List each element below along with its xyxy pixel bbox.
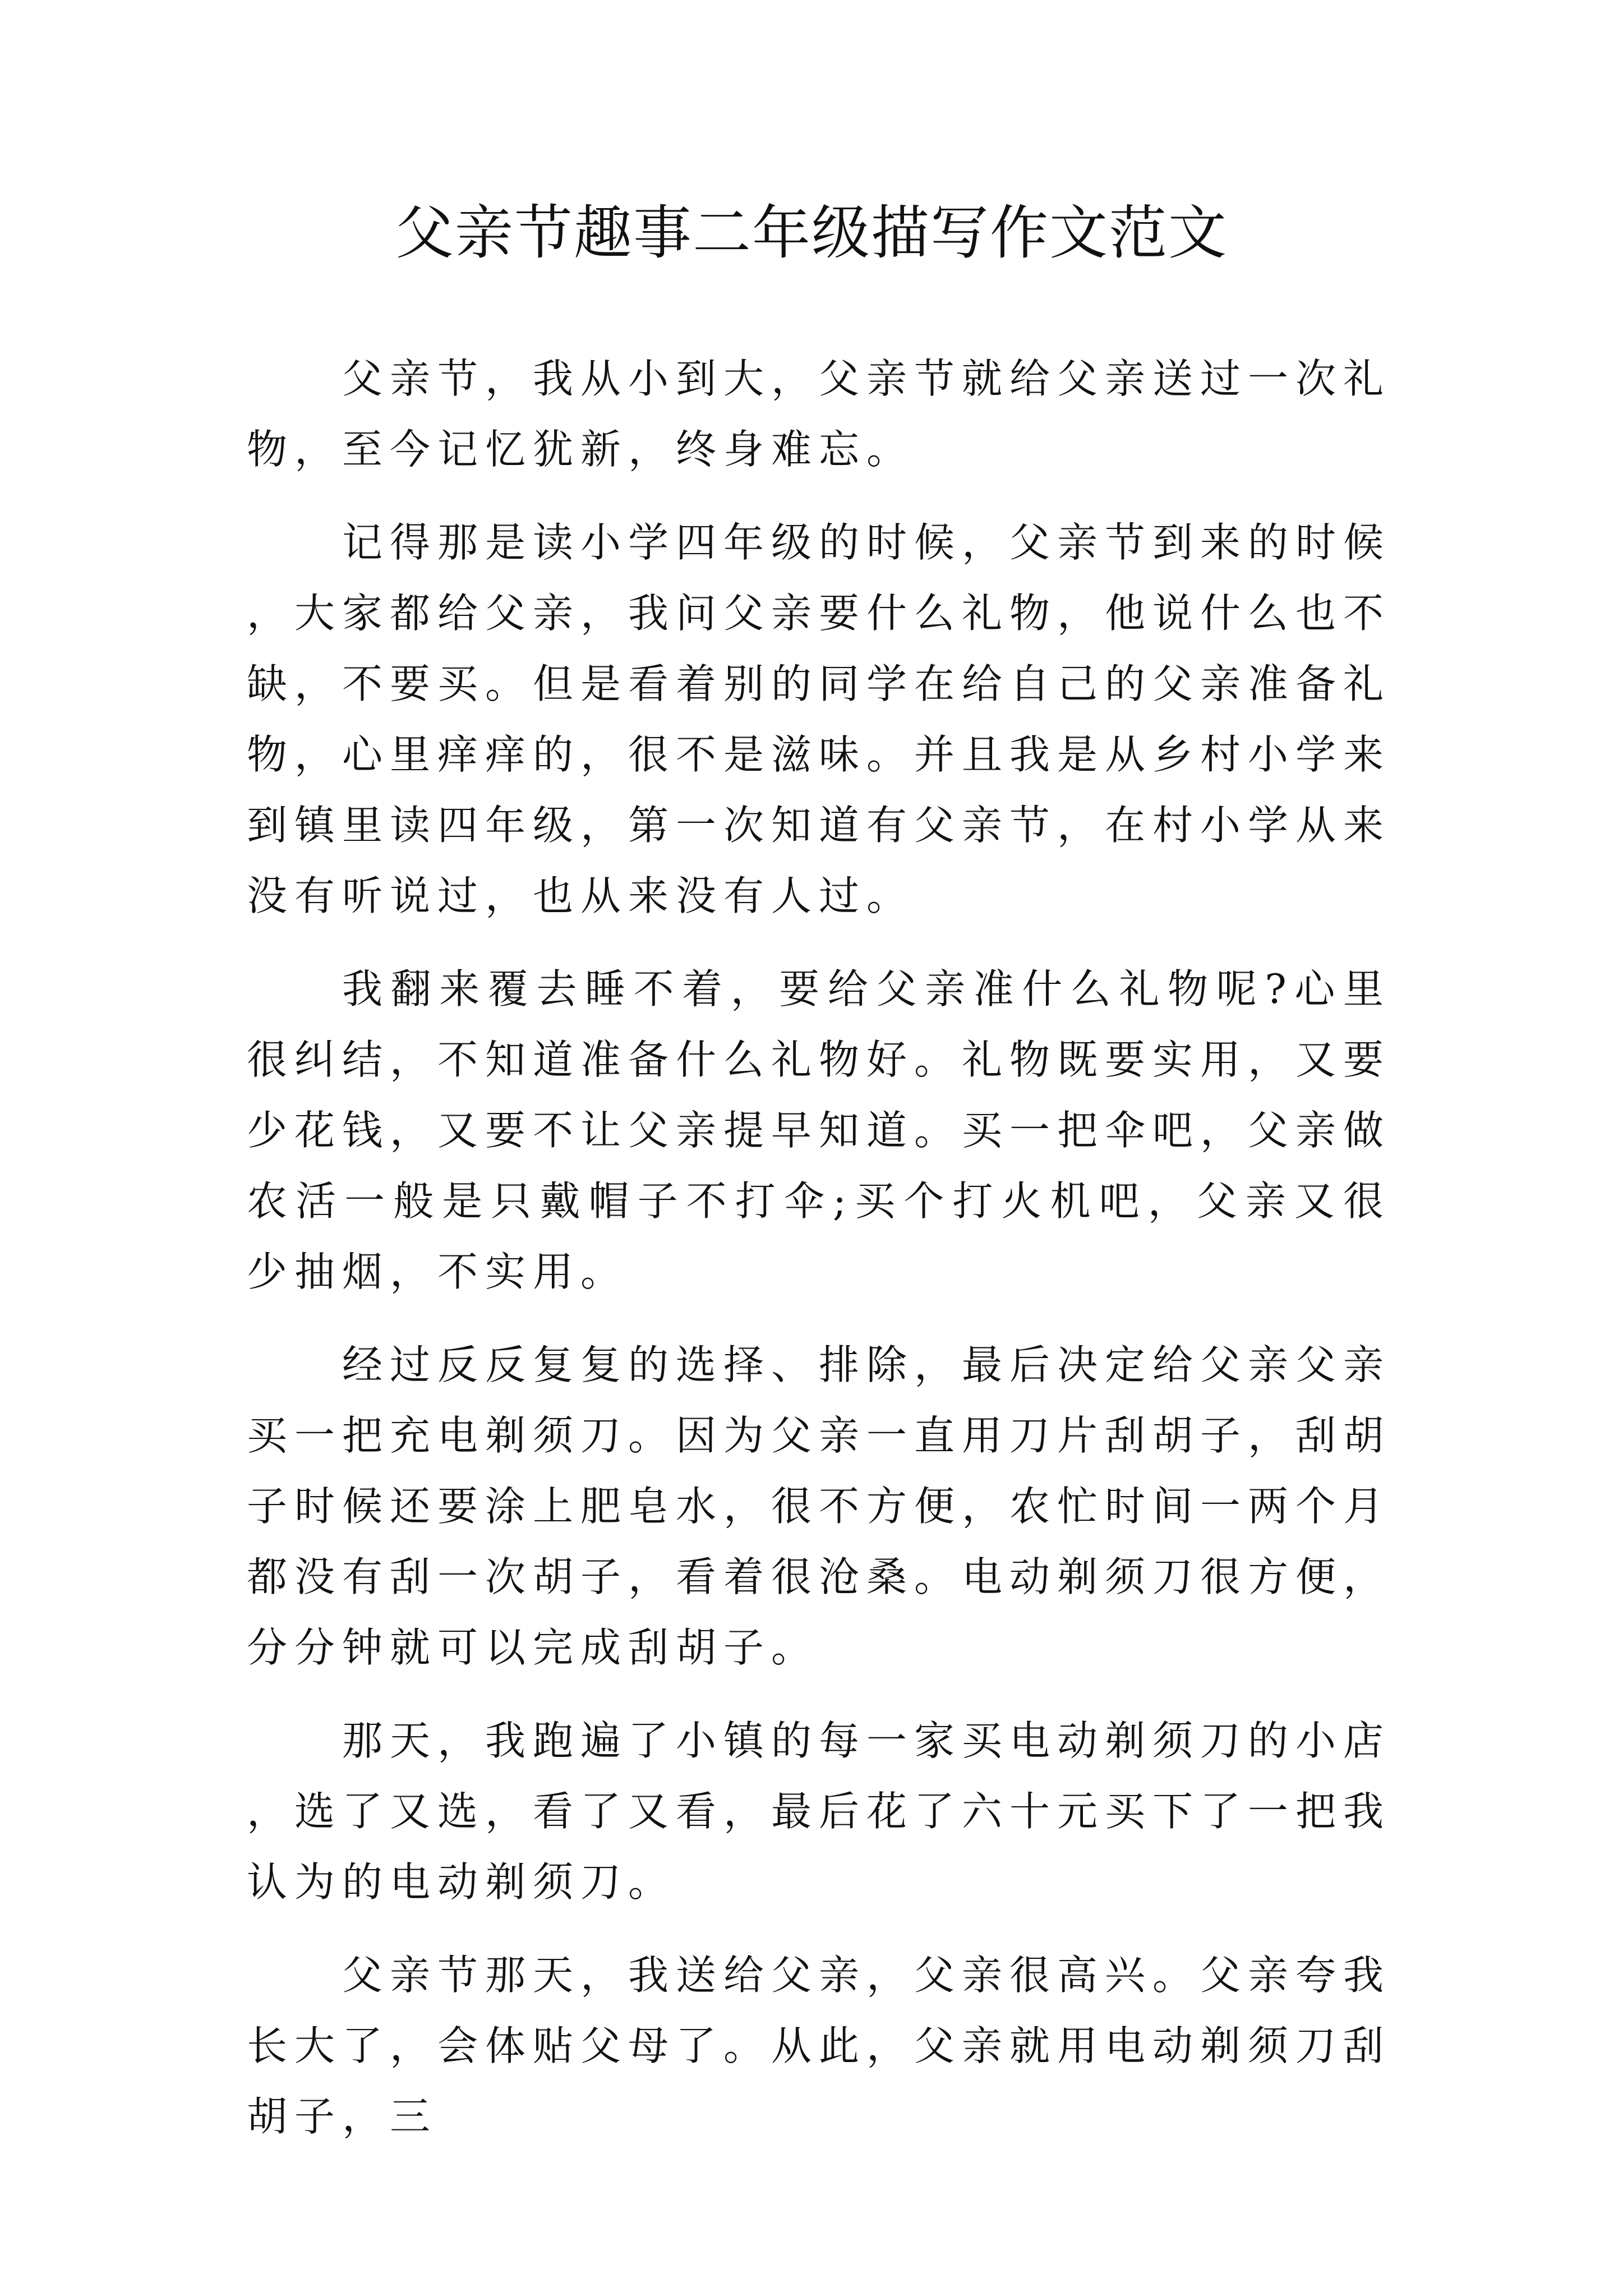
paragraph-2: 记得那是读小学四年级的时候，父亲节到来的时候，大家都给父亲，我问父亲要什么礼物，他说什么也不缺，不要买。但是看着别的同学在给自己的父亲准备礼物，心里痒痒的，很不是滋味。并且我是从乡村小学来到镇里读四年级，第一次知道有父亲节，在村小学从来没有听说过，也从来没有人过。 (247, 519, 1391, 919)
document-title: 父亲节趣事二年级描写作文范文 (395, 199, 1228, 267)
paragraph-3: 我翻来覆去睡不着，要给父亲准什么礼物呢?心里很纠结，不知道准备什么礼物好。礼物既要实用，又要少花钱，又要不让父亲提早知道。买一把伞吧，父亲做农活一般是只戴帽子不打伞;买个打火机吧，父亲又很少抽烟，不实用。 (247, 965, 1391, 1295)
paragraph-6: 父亲节那天，我送给父亲，父亲很高兴。父亲夸我长大了，会体贴父母了。从此，父亲就用电动剃须刀刮胡子，三 (247, 1952, 1391, 2140)
document-body (247, 343, 1391, 2152)
paragraph-4: 经过反反复复的选择、排除，最后决定给父亲父亲买一把充电剃须刀。因为父亲一直用刀片刮胡子，刮胡子时候还要涂上肥皂水，很不方便，农忙时间一两个月都没有刮一次胡子，看着很沧桑。电动剃须刀很方便，分分钟就可以完成刮胡子。 (247, 1341, 1391, 1671)
paragraph-5: 那天，我跑遍了小镇的每一家买电动剃须刀的小店，选了又选，看了又看，最后花了六十元买下了一把我认为的电动剃须刀。 (247, 1717, 1391, 1906)
paragraph-1: 父亲节，我从小到大，父亲节就给父亲送过一次礼物，至今记忆犹新，终身难忘。 (247, 355, 1391, 473)
